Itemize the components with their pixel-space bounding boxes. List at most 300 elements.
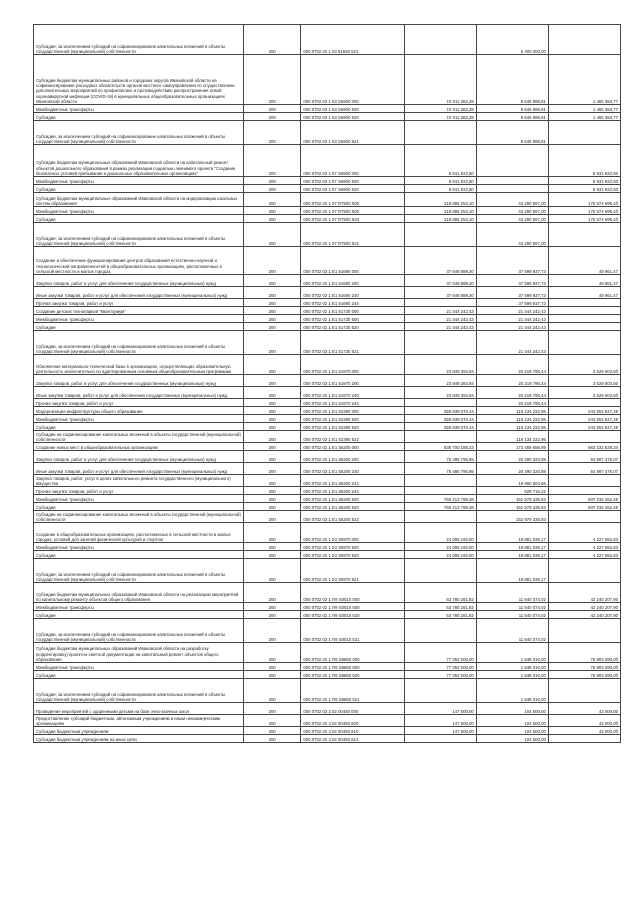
table-row [34, 727, 621, 735]
row-name-cell: Межбюджетные трансферты [34, 603, 244, 611]
budget-code-cell: 000 0702 02 1 E1 55200 244 [301, 487, 404, 495]
approved-amount-cell: 147 500,00 [404, 703, 476, 715]
executed-amount-cell: 20 490 320,88 [476, 463, 548, 475]
row-name-cell: Субсидии [34, 671, 244, 679]
line-code-cell: 200 [243, 193, 300, 207]
unexecuted-amount-cell: 4 227 652,83 [548, 543, 620, 551]
executed-amount-cell: 152 979 335,93 [476, 511, 548, 523]
executed-amount-cell: 42 290 557,00 [476, 193, 548, 207]
unexecuted-amount-cell [548, 431, 620, 443]
approved-amount-cell [404, 25, 476, 55]
executed-amount-cell [476, 177, 548, 185]
budget-code-cell: 000 0702 02 1 03 S6900 521 [301, 121, 404, 145]
table-row [34, 475, 621, 487]
unexecuted-amount-cell: 49 961,47 [548, 247, 620, 275]
approved-amount-cell: 37 649 899,20 [404, 247, 476, 275]
table-row [34, 495, 621, 503]
unexecuted-amount-cell: 8 531 922,50 [548, 177, 620, 185]
approved-amount-cell: 53 780 281,82 [404, 583, 476, 603]
approved-amount-cell: 8 531 922,50 [404, 145, 476, 177]
budget-table-page [33, 24, 621, 743]
row-name-cell: Прочая закупка товаров, работ и услуг [34, 399, 244, 407]
row-name-cell: Субсидии бюджетам муниципальных образований Ивановской области на модернизацию школьных систем образования [34, 193, 244, 207]
unexecuted-amount-cell: 49 961,47 [548, 287, 620, 299]
row-name-cell: Межбюджетные трансферты [34, 177, 244, 185]
executed-amount-cell: 21 444 242,43 [476, 307, 548, 315]
executed-amount-cell: 152 979 335,93 [476, 503, 548, 511]
line-code-cell: 200 [243, 603, 300, 611]
budget-code-cell: 000 0702 02 1 E2 50970 520 [301, 551, 404, 559]
table-row [34, 387, 621, 399]
table-row [34, 105, 621, 113]
line-code-cell: 200 [243, 323, 300, 331]
unexecuted-amount-cell: 243 804 847,49 [548, 423, 620, 431]
budget-code-cell: 000 0702 02 1 E1 51730 000 [301, 307, 404, 315]
budget-code-cell: 000 0702 02 3 02 00450 000 [301, 703, 404, 715]
approved-amount-cell: 23 849 393,94 [404, 355, 476, 375]
budget-code-cell: 000 0702 02 1 П9 S0010 500 [301, 603, 404, 611]
row-name-cell: Прочая закупка товаров, работ и услуг [34, 299, 244, 307]
budget-code-cell: 000 0702 02 1 П9 S0010 000 [301, 583, 404, 603]
executed-amount-cell: 21 444 242,43 [476, 323, 548, 331]
unexecuted-amount-cell: 176 574 696,10 [548, 207, 620, 215]
row-name-cell: Субсидии [34, 215, 244, 223]
unexecuted-amount-cell [548, 487, 620, 495]
line-code-cell: 200 [243, 315, 300, 323]
approved-amount-cell: 359 939 070,44 [404, 407, 476, 415]
table-row [34, 315, 621, 323]
row-name-cell: Субсидии [34, 185, 244, 193]
budget-code-cell: 000 0702 02 1 E1 51690 240 [301, 287, 404, 299]
table-row [34, 415, 621, 423]
budget-code-cell: 000 0702 02 1 П9 S0010 520 [301, 611, 404, 619]
line-code-cell: 200 [243, 503, 300, 511]
line-code-cell: 200 [243, 487, 300, 495]
executed-amount-cell: 11 540 074,02 [476, 603, 548, 611]
line-code-cell: 200 [243, 679, 300, 703]
approved-amount-cell: 53 780 281,82 [404, 603, 476, 611]
row-name-cell: Межбюджетные трансферты [34, 207, 244, 215]
line-code-cell: 200 [243, 355, 300, 375]
executed-amount-cell: 11 540 074,02 [476, 611, 548, 619]
executed-amount-cell: 1 548 310,00 [476, 671, 548, 679]
table-row [34, 323, 621, 331]
line-code-cell: 200 [243, 287, 300, 299]
line-code-cell: 200 [243, 247, 300, 275]
approved-amount-cell: 835 700 185,33 [404, 443, 476, 451]
approved-amount-cell [404, 331, 476, 355]
executed-amount-cell: 8 545 998,61 [476, 121, 548, 145]
line-code-cell: 200 [243, 475, 300, 487]
approved-amount-cell: 147 500,00 [404, 727, 476, 735]
budget-code-cell: 000 0702 02 1 07 S6900 000 [301, 145, 404, 177]
row-name-cell: Создание новых мест в общеобразовательных организациях [34, 443, 244, 451]
executed-amount-cell: 20 490 320,88 [476, 451, 548, 463]
line-code-cell: 200 [243, 703, 300, 715]
approved-amount-cell: 37 649 899,20 [404, 287, 476, 299]
executed-amount-cell: 104 500,00 [476, 703, 548, 715]
approved-amount-cell [404, 511, 476, 523]
approved-amount-cell: 8 531 922,50 [404, 177, 476, 185]
executed-amount-cell: 19 881 539,17 [476, 543, 548, 551]
line-code-cell: 200 [243, 423, 300, 431]
executed-amount-cell: 19 881 539,17 [476, 559, 548, 583]
row-name-cell: Проведение мероприятий с одаренными детьми на базе очно-заочных школ [34, 703, 244, 715]
line-code-cell: 200 [243, 583, 300, 603]
executed-amount-cell: 8 545 998,61 [476, 113, 548, 121]
table-row [34, 423, 621, 431]
row-name-cell: Межбюджетные трансферты [34, 105, 244, 113]
budget-code-cell: 000 0702 02 1 E1 51690 000 [301, 247, 404, 275]
approved-amount-cell [404, 299, 476, 307]
line-code-cell: 200 [243, 55, 300, 105]
budget-code-cell: 000 0702 02 1 07 R7500 500 [301, 207, 404, 215]
executed-amount-cell: 6 400 000,00 [476, 25, 548, 55]
line-code-cell: 200 [243, 299, 300, 307]
budget-code-cell: 000 0702 02 1 E1 51870 244 [301, 399, 404, 407]
approved-amount-cell: 359 939 070,44 [404, 423, 476, 431]
approved-amount-cell: 21 444 242,43 [404, 323, 476, 331]
budget-code-cell: 000 0702 02 1 E2 50970 521 [301, 559, 404, 583]
approved-amount-cell: 760 213 788,38 [404, 495, 476, 503]
budget-code-cell: 000 0702 02 1 E1 55200 522 [301, 511, 404, 523]
unexecuted-amount-cell: 662 231 528,34 [548, 443, 620, 451]
executed-amount-cell: 116 134 222,96 [476, 407, 548, 415]
approved-amount-cell: 218 865 253,10 [404, 193, 476, 207]
budget-code-cell: 000 0702 02 1 E2 50970 500 [301, 543, 404, 551]
unexecuted-amount-cell: 607 234 452,45 [548, 495, 620, 503]
table-row [34, 583, 621, 603]
row-name-cell: Субсидии на софинансирование капитальных вложений в объекты государственной (муниципальной) собственности [34, 431, 244, 443]
row-name-cell: Межбюджетные трансферты [34, 543, 244, 551]
approved-amount-cell: 218 865 253,10 [404, 215, 476, 223]
table-row [34, 215, 621, 223]
approved-amount-cell: 77 352 000,00 [404, 663, 476, 671]
row-name-cell: Межбюджетные трансферты [34, 495, 244, 503]
executed-amount-cell: 173 469 656,99 [476, 443, 548, 451]
unexecuted-amount-cell: 42 240 207,80 [548, 611, 620, 619]
budget-code-cell: 000 0702 02 1 03 S6900 520 [301, 113, 404, 121]
executed-amount-cell: 152 979 335,93 [476, 495, 548, 503]
unexecuted-amount-cell: 4 227 652,83 [548, 523, 620, 543]
line-code-cell: 200 [243, 619, 300, 643]
table-row [34, 511, 621, 523]
approved-amount-cell [404, 559, 476, 583]
table-row [34, 25, 621, 55]
approved-amount-cell: 23 849 393,94 [404, 375, 476, 387]
row-name-cell: Закупка товаров, работ, услуг в целях капитального ремонта государственного (муниципального) имущества [34, 475, 244, 487]
line-code-cell: 200 [243, 559, 300, 583]
executed-amount-cell: 21 444 242,43 [476, 331, 548, 355]
row-name-cell: Субсидии [34, 611, 244, 619]
table-row [34, 193, 621, 207]
unexecuted-amount-cell: 3 629 603,50 [548, 375, 620, 387]
approved-amount-cell [404, 399, 476, 407]
line-code-cell: 200 [243, 495, 300, 503]
executed-amount-cell: 21 444 242,43 [476, 315, 548, 323]
budget-code-cell: 000 0702 02 1 07 S6900 520 [301, 185, 404, 193]
approved-amount-cell: 37 649 899,20 [404, 275, 476, 287]
unexecuted-amount-cell [548, 331, 620, 355]
budget-code-cell: 000 0702 02 1 E1 51730 521 [301, 331, 404, 355]
budget-code-cell: 000 0702 02 1 E1 52390 500 [301, 415, 404, 423]
table-row [34, 443, 621, 451]
budget-code-cell: 000 0702 02 1 E1 51730 520 [301, 323, 404, 331]
executed-amount-cell: 20 219 790,44 [476, 399, 548, 407]
table-row [34, 55, 621, 105]
table-row [34, 407, 621, 415]
row-name-cell: Субсидии, за исключением субсидий на софинансирование капитальных вложений в объекты государственной (муниципальной) собственности [34, 25, 244, 55]
approved-amount-cell: 21 444 242,43 [404, 307, 476, 315]
unexecuted-amount-cell [548, 25, 620, 55]
approved-amount-cell [404, 619, 476, 643]
budget-code-cell: 000 0702 02 3 02 00450 610 [301, 727, 404, 735]
row-name-cell: Субсидии [34, 323, 244, 331]
budget-code-cell: 000 0702 02 1 E1 51870 000 [301, 355, 404, 375]
budget-code-cell: 000 0702 02 1 E1 55200 500 [301, 495, 404, 503]
table-row [34, 247, 621, 275]
table-row [34, 399, 621, 407]
line-code-cell: 200 [243, 275, 300, 287]
budget-code-cell: 000 0702 02 1 03 81650 521 [301, 25, 404, 55]
line-code-cell: 200 [243, 177, 300, 185]
line-code-cell: 200 [243, 25, 300, 55]
row-name-cell: Закупка товаров, работ и услуг для обеспечения государственных (муниципальных) нужд [34, 375, 244, 387]
row-name-cell: Субсидии [34, 503, 244, 511]
unexecuted-amount-cell: 176 574 696,10 [548, 193, 620, 207]
executed-amount-cell: 104 500,00 [476, 735, 548, 743]
row-name-cell: Межбюджетные трансферты [34, 415, 244, 423]
approved-amount-cell [404, 475, 476, 487]
line-code-cell: 200 [243, 443, 300, 451]
line-code-cell: 200 [243, 543, 300, 551]
row-name-cell: Иные закупки товаров, работ и услуг для обеспечения государственных (муниципальных) нужд [34, 287, 244, 299]
unexecuted-amount-cell [548, 559, 620, 583]
row-name-cell: Создание в общеобразовательных организациях, расположенных в сельской местности и малых городах, условий для занятий физической культурой и спортом [34, 523, 244, 543]
executed-amount-cell: 1 548 310,00 [476, 643, 548, 663]
line-code-cell: 200 [243, 643, 300, 663]
table-row [34, 375, 621, 387]
unexecuted-amount-cell: 243 804 847,49 [548, 407, 620, 415]
line-code-cell: 200 [243, 671, 300, 679]
row-name-cell: Субсидии на софинансирование капитальных вложений в объекты государственной (муниципальной) собственности [34, 511, 244, 523]
row-name-cell: Субсидии бюджетам муниципальных образований Ивановской области на капитальный ремонт объектов дошкольного образования в рамках реализации социально значимого проекта "Создание безопасных условий пребывания в дошкольных образовательных организациях" [34, 145, 244, 177]
row-name-cell: Межбюджетные трансферты [34, 663, 244, 671]
table-row [34, 431, 621, 443]
table-row [34, 463, 621, 475]
unexecuted-amount-cell [548, 511, 620, 523]
budget-code-cell: 000 0702 02 1 07 R7500 520 [301, 215, 404, 223]
executed-amount-cell: 20 219 790,44 [476, 375, 548, 387]
budget-code-cell: 000 0702 02 1 П9 S8850 500 [301, 663, 404, 671]
table-row [34, 121, 621, 145]
table-row [34, 451, 621, 463]
table-row [34, 207, 621, 215]
line-code-cell: 200 [243, 735, 300, 743]
table-row [34, 185, 621, 193]
table-row [34, 113, 621, 121]
line-code-cell: 200 [243, 407, 300, 415]
row-name-cell: Субсидии, за исключением субсидий на софинансирование капитальных вложений в объекты государственной (муниципальной) собственности [34, 223, 244, 247]
unexecuted-amount-cell: 4 227 652,83 [548, 551, 620, 559]
executed-amount-cell: 19 881 539,17 [476, 523, 548, 543]
budget-code-cell: 000 0702 02 1 П9 S0010 521 [301, 619, 404, 643]
budget-code-cell: 000 0702 02 1 07 R7500 000 [301, 193, 404, 207]
approved-amount-cell: 21 444 242,43 [404, 315, 476, 323]
line-code-cell: 200 [243, 331, 300, 355]
unexecuted-amount-cell: 1 465 383,77 [548, 113, 620, 121]
row-name-cell: Субсидии [34, 551, 244, 559]
unexecuted-amount-cell [548, 223, 620, 247]
table-row [34, 715, 621, 727]
approved-amount-cell: 10 011 382,38 [404, 113, 476, 121]
unexecuted-amount-cell [548, 679, 620, 703]
budget-code-cell: 000 0702 02 1 E2 50970 000 [301, 523, 404, 543]
unexecuted-amount-cell [548, 323, 620, 331]
table-row [34, 643, 621, 663]
table-row [34, 287, 621, 299]
approved-amount-cell: 24 069 192,00 [404, 543, 476, 551]
row-name-cell: Создание детских технопарков "Кванториум" [34, 307, 244, 315]
executed-amount-cell: 37 599 937,73 [476, 247, 548, 275]
unexecuted-amount-cell: 243 804 847,49 [548, 415, 620, 423]
row-name-cell: Иные закупки товаров, работ и услуг для обеспечения государственных (муниципальных) нужд [34, 463, 244, 475]
approved-amount-cell: 77 352 000,00 [404, 643, 476, 663]
budget-code-cell: 000 0702 02 1 E1 52390 522 [301, 431, 404, 443]
row-name-cell: Закупка товаров, работ и услуг для обеспечения государственных (муниципальных) нужд [34, 275, 244, 287]
line-code-cell: 200 [243, 307, 300, 315]
table-row [34, 603, 621, 611]
line-code-cell: 200 [243, 105, 300, 113]
executed-amount-cell: 37 599 937,73 [476, 287, 548, 299]
row-name-cell: Иные закупки товаров, работ и услуг для обеспечения государственных (муниципальных) нужд [34, 387, 244, 399]
line-code-cell: 200 [243, 451, 300, 463]
table-row [34, 307, 621, 315]
executed-amount-cell: 1 548 310,00 [476, 679, 548, 703]
unexecuted-amount-cell: 54 997 476,07 [548, 463, 620, 475]
line-code-cell: 200 [243, 463, 300, 475]
executed-amount-cell: 104 500,00 [476, 715, 548, 727]
approved-amount-cell [404, 223, 476, 247]
executed-amount-cell: 116 134 222,96 [476, 415, 548, 423]
line-code-cell: 200 [243, 375, 300, 387]
unexecuted-amount-cell: 75 803 690,00 [548, 671, 620, 679]
row-name-cell: Создание и обеспечение функционирования центров образования естественно-научной и технологической направленностей в общеобразовательных организациях, расположенных в сельской местности и малых городах [34, 247, 244, 275]
budget-code-cell: 000 0702 02 1 E1 55200 243 [301, 475, 404, 487]
row-name-cell: Субсидии, за исключением субсидий на софинансирование капитальных вложений в объекты государственной (муниципальной) собственности [34, 619, 244, 643]
table-row [34, 703, 621, 715]
budget-execution-table [33, 24, 621, 743]
table-row [34, 275, 621, 287]
executed-amount-cell: 20 219 790,44 [476, 387, 548, 399]
budget-code-cell: 000 0702 02 1 E1 51730 500 [301, 315, 404, 323]
unexecuted-amount-cell: 75 803 690,00 [548, 663, 620, 671]
table-row [34, 487, 621, 495]
row-name-cell: Субсидии бюджетным учреждениям [34, 727, 244, 735]
executed-amount-cell: 42 290 557,00 [476, 207, 548, 215]
unexecuted-amount-cell: 43 000,00 [548, 727, 620, 735]
approved-amount-cell: 147 500,00 [404, 715, 476, 727]
line-code-cell: 200 [243, 611, 300, 619]
unexecuted-amount-cell [548, 307, 620, 315]
row-name-cell: Модернизация инфраструктуры общего образования [34, 407, 244, 415]
budget-code-cell: 000 0702 02 1 E1 55200 000 [301, 443, 404, 451]
approved-amount-cell: 77 352 000,00 [404, 671, 476, 679]
row-name-cell: Субсидии [34, 423, 244, 431]
unexecuted-amount-cell [548, 315, 620, 323]
row-name-cell: Субсидии бюджетам муниципальных образований Ивановской области на реализацию мероприятий по капитальному ремонту объектов общего образования [34, 583, 244, 603]
row-name-cell: Субсидии бюджетным учреждениям на иные цели [34, 735, 244, 743]
line-code-cell: 200 [243, 523, 300, 543]
unexecuted-amount-cell [548, 299, 620, 307]
budget-code-cell: 000 0702 02 1 07 S6900 500 [301, 177, 404, 185]
approved-amount-cell: 23 849 393,94 [404, 387, 476, 399]
row-name-cell: Субсидии [34, 113, 244, 121]
table-row [34, 551, 621, 559]
unexecuted-amount-cell [548, 619, 620, 643]
line-code-cell: 200 [243, 715, 300, 727]
unexecuted-amount-cell: 42 240 207,80 [548, 603, 620, 611]
approved-amount-cell: 10 011 382,38 [404, 105, 476, 113]
table-row [34, 611, 621, 619]
unexecuted-amount-cell: 3 629 603,50 [548, 387, 620, 399]
table-row [34, 223, 621, 247]
row-name-cell: Субсидии, за исключением субсидий на софинансирование капитальных вложений в объекты государственной (муниципальной) собственности [34, 559, 244, 583]
line-code-cell: 200 [243, 207, 300, 215]
line-code-cell: 200 [243, 415, 300, 423]
unexecuted-amount-cell: 1 465 383,77 [548, 105, 620, 113]
table-body [34, 25, 621, 743]
budget-code-cell: 000 0702 02 1 E1 55200 240 [301, 463, 404, 475]
approved-amount-cell: 218 865 253,10 [404, 207, 476, 215]
budget-code-cell: 000 0702 02 1 П9 S8850 000 [301, 643, 404, 663]
approved-amount-cell: 75 486 796,95 [404, 451, 476, 463]
approved-amount-cell: 24 069 192,00 [404, 523, 476, 543]
approved-amount-cell [404, 487, 476, 495]
table-row [34, 663, 621, 671]
line-code-cell: 200 [243, 399, 300, 407]
executed-amount-cell: 37 599 937,73 [476, 299, 548, 307]
budget-code-cell: 000 0702 02 1 07 R7500 521 [301, 223, 404, 247]
unexecuted-amount-cell [548, 121, 620, 145]
row-name-cell: Закупка товаров, работ и услуг для обеспечения государственных (муниципальных) нужд [34, 451, 244, 463]
unexecuted-amount-cell [548, 475, 620, 487]
budget-code-cell: 000 0702 02 1 E1 52390 000 [301, 407, 404, 415]
line-code-cell: 200 [243, 387, 300, 399]
executed-amount-cell: 8 545 998,61 [476, 55, 548, 105]
executed-amount-cell: 37 599 937,73 [476, 275, 548, 287]
table-row [34, 671, 621, 679]
executed-amount-cell: 11 540 074,02 [476, 619, 548, 643]
line-code-cell: 200 [243, 215, 300, 223]
executed-amount-cell: 42 290 557,00 [476, 215, 548, 223]
unexecuted-amount-cell: 49 961,47 [548, 275, 620, 287]
approved-amount-cell: 8 531 922,50 [404, 185, 476, 193]
unexecuted-amount-cell: 75 803 690,00 [548, 643, 620, 663]
approved-amount-cell: 10 011 382,38 [404, 55, 476, 105]
row-name-cell: Предоставление субсидий бюджетным, автономным учреждениям и иным некоммерческим организациям [34, 715, 244, 727]
table-row [34, 503, 621, 511]
table-row [34, 177, 621, 185]
unexecuted-amount-cell [548, 735, 620, 743]
table-row [34, 355, 621, 375]
executed-amount-cell [476, 145, 548, 177]
executed-amount-cell [476, 185, 548, 193]
table-row [34, 679, 621, 703]
row-name-cell: Субсидии, за исключением субсидий на софинансирование капитальных вложений в объекты государственной (муниципальной) собственности [34, 679, 244, 703]
budget-code-cell: 000 0702 02 3 02 00450 612 [301, 735, 404, 743]
unexecuted-amount-cell: 8 531 922,50 [548, 145, 620, 177]
